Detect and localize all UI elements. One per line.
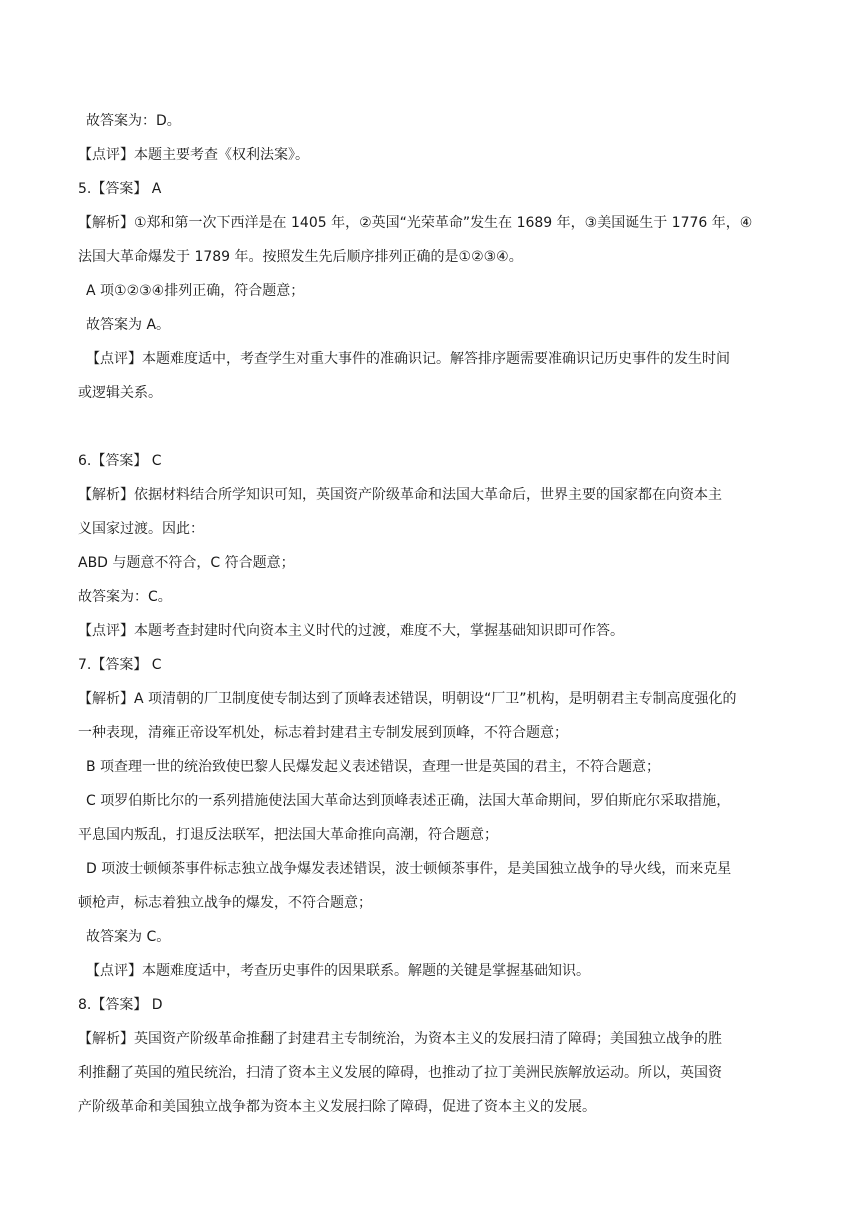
analysis-line: 义国家过渡。因此：: [78, 521, 204, 537]
analysis-line: 一种表现，清雍正帝设军机处，标志着封建君主专制发展到顶峰，不符合题意；: [78, 725, 568, 741]
comment-line: 【点评】本题主要考查《权利法案》。: [78, 147, 309, 163]
comment-line: 或逻辑关系。: [78, 385, 162, 401]
analysis-line: 产阶级革命和美国独立战争都为资本主义发展扫除了障碍，促进了资本主义的发展。: [78, 1099, 596, 1115]
analysis-line: 【解析】A 项清朝的厂卫制度使专制达到了顶峰表述错误，明朝设“厂卫”机构，是明朝君主专制高度强化的: [78, 691, 737, 707]
answer-line: 故答案为 A。: [86, 317, 171, 333]
comment-line: 【点评】本题考查封建时代向资本主义时代的过渡，难度不大，掌握基础知识即可作答。: [78, 623, 624, 639]
analysis-line: 法国大革命爆发于 1789 年。按照发生先后顺序排列正确的是①②③④。: [78, 249, 523, 265]
question-6-answer: 6.【答案】 C: [78, 453, 162, 469]
question-7-answer: 7.【答案】 C: [78, 657, 162, 673]
analysis-line: C 项罗伯斯比尔的一系列措施使法国大革命达到顶峰表述正确，法国大革命期间，罗伯斯庇尔采取措施，: [86, 793, 731, 809]
analysis-line: 利推翻了英国的殖民统治，扫清了资本主义发展的障碍，也推动了拉丁美洲民族解放运动。所以，英国资: [78, 1065, 722, 1081]
analysis-line: ABD 与题意不符合，C 符合题意；: [78, 555, 295, 571]
analysis-line: B 项查理一世的统治致使巴黎人民爆发起义表述错误，查理一世是英国的君主，不符合题意；: [86, 759, 661, 775]
analysis-line: 顿枪声，标志着独立战争的爆发，不符合题意；: [78, 895, 372, 911]
question-8-answer: 8.【答案】 D: [78, 997, 163, 1013]
question-5-answer: 5.【答案】 A: [78, 181, 162, 197]
comment-line: 【点评】本题难度适中，考查学生对重大事件的准确识记。解答排序题需要准确识记历史事件的发生时间: [86, 351, 730, 367]
analysis-line: A 项①②③④排列正确，符合题意；: [86, 283, 305, 299]
comment-line: 【点评】本题难度适中，考查历史事件的因果联系。解题的关键是掌握基础知识。: [86, 963, 590, 979]
answer-line: 故答案为：D。: [86, 113, 181, 129]
analysis-line: 【解析】①郑和第一次下西洋是在 1405 年，②英国“光荣革命”发生在 1689 年，③美国诞生于 1776 年，④: [78, 215, 753, 231]
analysis-line: 平息国内叛乱，打退反法联军，把法国大革命推向高潮，符合题意；: [78, 827, 498, 843]
analysis-line: 【解析】英国资产阶级革命推翻了封建君主专制统治，为资本主义的发展扫清了障碍；美国独立战争的胜: [78, 1031, 722, 1047]
analysis-line: D 项波士顿倾茶事件标志独立战争爆发表述错误，波士顿倾茶事件，是美国独立战争的导火线，而来克星: [86, 861, 732, 877]
answer-line: 故答案为：C。: [78, 589, 172, 605]
analysis-line: 【解析】依据材料结合所学知识可知，英国资产阶级革命和法国大革命后，世界主要的国家都在向资本主: [78, 487, 722, 503]
answer-line: 故答案为 C。: [86, 929, 171, 945]
